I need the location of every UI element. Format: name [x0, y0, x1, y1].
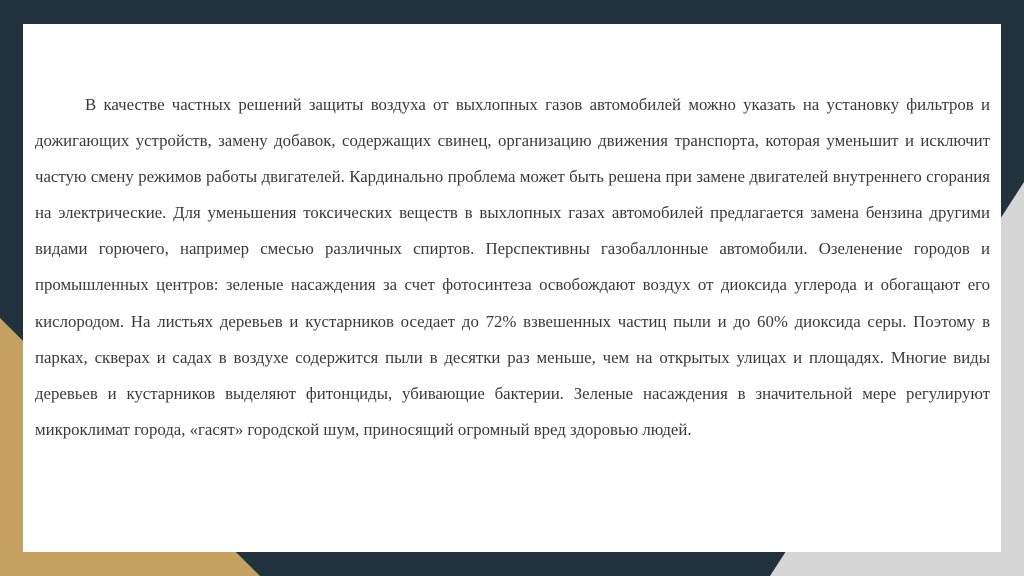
- body-paragraph: В качестве частных решений защиты воздуха от выхлопных газов автомобилей можно указать на установку фильтров и дожигающих устройств, замену добавок, содержащих свинец, организацию движения транспорта, которая уменьшит и исключит частую смену режимов работы двигателей. Кардинально проблема может быть решена при замене двигателей внутреннего сгорания на электрические. Для уменьшения токсических веществ в выхлопных газах автомобилей предлагается замена бензина другими видами горючего, например смесью различных спиртов. Перспективны газобаллонные автомобили. Озеленение городов и промышленных центров: зеленые насаждения за счет фотосинтеза освобождают воздух от диоксида углерода и обогащают его кислородом. На листьях деревьев и кустарников оседает до 72% взвешенных частиц пыли и до 60% диоксида серы. Поэтому в парках, скверах и садах в воздухе содержится пыли в десятки раз меньше, чем на открытых улицах и площадях. Многие виды деревьев и кустарников выделяют фитонциды, убивающие бактерии. Зеленые насаждения в значительной мере регулируют микроклимат города, «гасят» городской шум, приносящий огромный вред здоровью людей.: [35, 95, 990, 439]
- slide-content-card: [23, 24, 1001, 552]
